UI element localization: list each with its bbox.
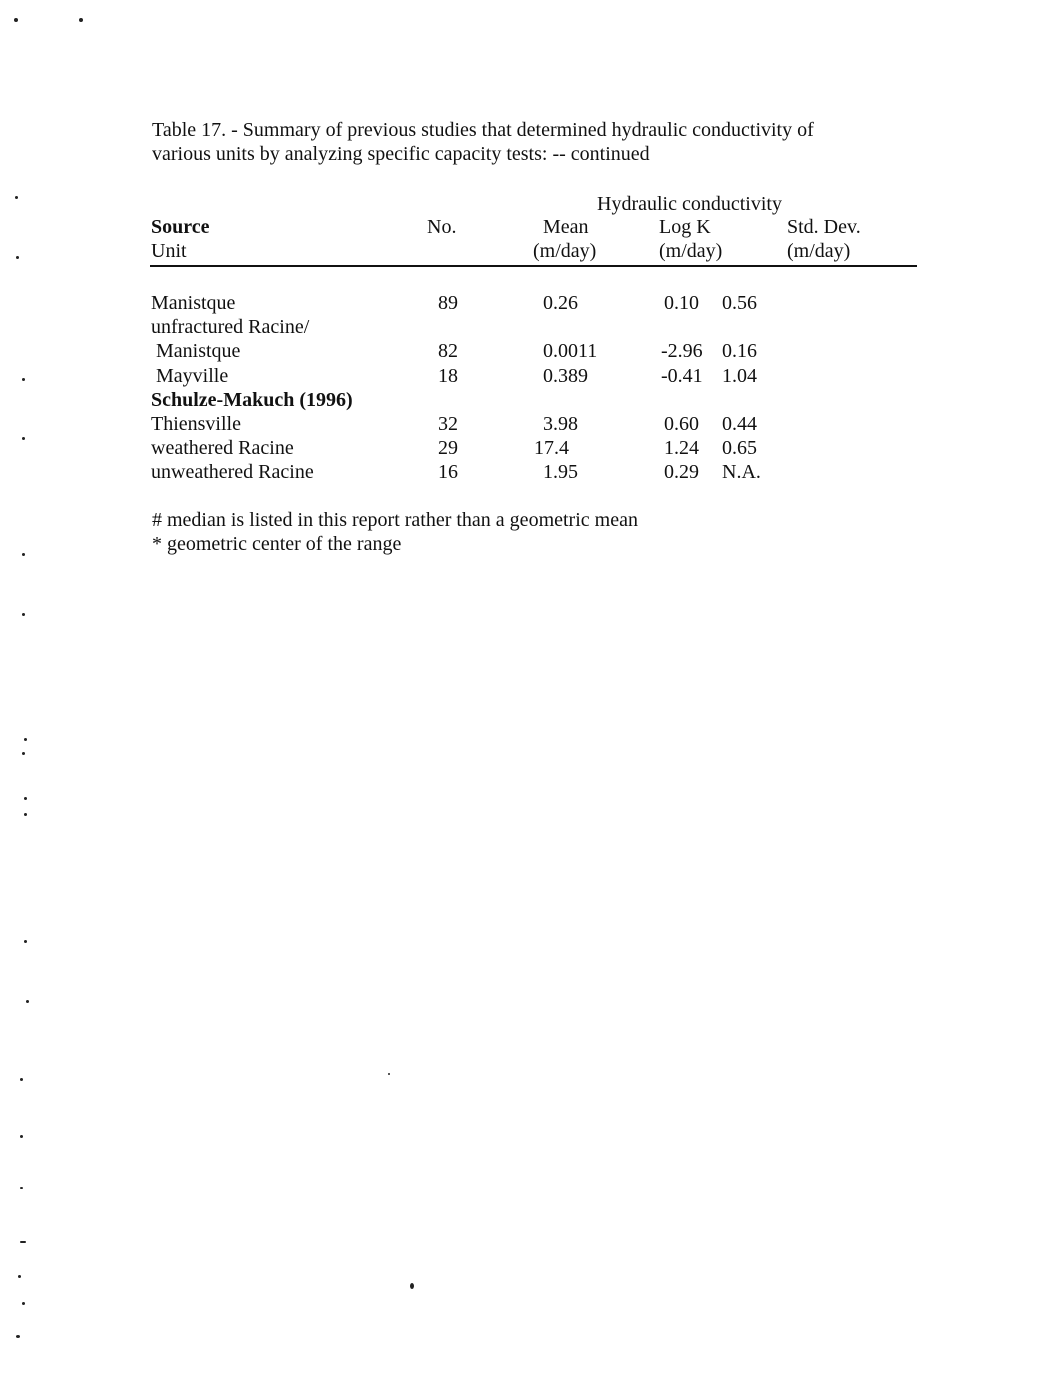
cell-unit: Manistque xyxy=(151,292,236,314)
no-header: No. xyxy=(427,216,457,238)
cell-count: 32 xyxy=(438,413,458,435)
cell-logk: 0.60 xyxy=(664,413,699,435)
scan-speck xyxy=(20,1241,26,1243)
scan-speck xyxy=(24,797,27,800)
std-dev-unit-header: (m/day) xyxy=(787,240,851,262)
cell-logk: 0.10 xyxy=(664,292,699,314)
cell-count: 16 xyxy=(438,461,458,483)
scan-speck xyxy=(22,437,25,440)
cell-count: 82 xyxy=(438,340,458,362)
scan-speck xyxy=(410,1283,414,1289)
cell-std-dev: 1.04 xyxy=(722,365,757,387)
scan-speck xyxy=(24,738,27,741)
cell-std-dev: N.A. xyxy=(722,461,761,483)
footnote-geometric-center: * geometric center of the range xyxy=(152,533,402,555)
cell-unit: Schulze-Makuch (1996) xyxy=(151,389,353,411)
mean-header: Mean xyxy=(543,216,589,238)
cell-unit: weathered Racine xyxy=(151,437,294,459)
unit-header: Unit xyxy=(151,240,187,262)
scan-speck xyxy=(24,813,27,816)
scan-speck xyxy=(388,1073,390,1075)
scan-speck xyxy=(22,378,25,381)
cell-logk: -0.41 xyxy=(661,365,703,387)
cell-std-dev: 0.16 xyxy=(722,340,757,362)
cell-count: 29 xyxy=(438,437,458,459)
cell-logk: 1.24 xyxy=(664,437,699,459)
table-caption-line-2: various units by analyzing specific capacity tests: -- continued xyxy=(152,143,650,165)
cell-mean: 3.98 xyxy=(543,413,578,435)
logk-header: Log K xyxy=(659,216,711,238)
scan-speck xyxy=(20,1078,23,1081)
scan-speck xyxy=(22,553,25,556)
source-header: Source xyxy=(151,216,210,238)
footnote-median: # median is listed in this report rather than a geometric mean xyxy=(152,509,638,531)
scan-speck xyxy=(24,940,27,943)
cell-mean: 0.0011 xyxy=(543,340,598,362)
scan-speck xyxy=(26,1000,29,1003)
scan-speck xyxy=(79,18,83,22)
scan-speck xyxy=(14,18,18,22)
cell-unit: Thiensville xyxy=(151,413,241,435)
scan-speck xyxy=(15,196,18,199)
cell-logk: -2.96 xyxy=(661,340,703,362)
cell-logk: 0.29 xyxy=(664,461,699,483)
cell-mean: 0.389 xyxy=(543,365,588,387)
scan-speck xyxy=(22,613,25,616)
cell-unit: Manistque xyxy=(156,340,241,362)
cell-unit: Mayville xyxy=(156,365,229,387)
table-caption-line-1: Table 17. - Summary of previous studies that determined hydraulic conductivity of xyxy=(152,119,814,141)
cell-unit: unfractured Racine/ xyxy=(151,316,310,338)
cell-count: 18 xyxy=(438,365,458,387)
cell-std-dev: 0.44 xyxy=(722,413,757,435)
cell-mean: 1.95 xyxy=(543,461,578,483)
scan-speck xyxy=(22,752,25,755)
scan-speck xyxy=(16,256,19,259)
cell-mean: 17.4 xyxy=(534,437,569,459)
std-dev-header: Std. Dev. xyxy=(787,216,861,238)
cell-count: 89 xyxy=(438,292,458,314)
scan-speck xyxy=(18,1275,21,1278)
header-rule xyxy=(150,265,917,267)
scan-speck xyxy=(22,1302,25,1305)
cell-unit: unweathered Racine xyxy=(151,461,314,483)
hydraulic-conductivity-header: Hydraulic conductivity xyxy=(597,193,782,215)
cell-mean: 0.26 xyxy=(543,292,578,314)
mean-unit-header: (m/day) xyxy=(533,240,597,262)
logk-unit-header: (m/day) xyxy=(659,240,723,262)
scan-speck xyxy=(20,1187,23,1189)
cell-std-dev: 0.65 xyxy=(722,437,757,459)
scan-speck xyxy=(20,1135,23,1138)
cell-std-dev: 0.56 xyxy=(722,292,757,314)
scan-speck xyxy=(16,1335,20,1338)
